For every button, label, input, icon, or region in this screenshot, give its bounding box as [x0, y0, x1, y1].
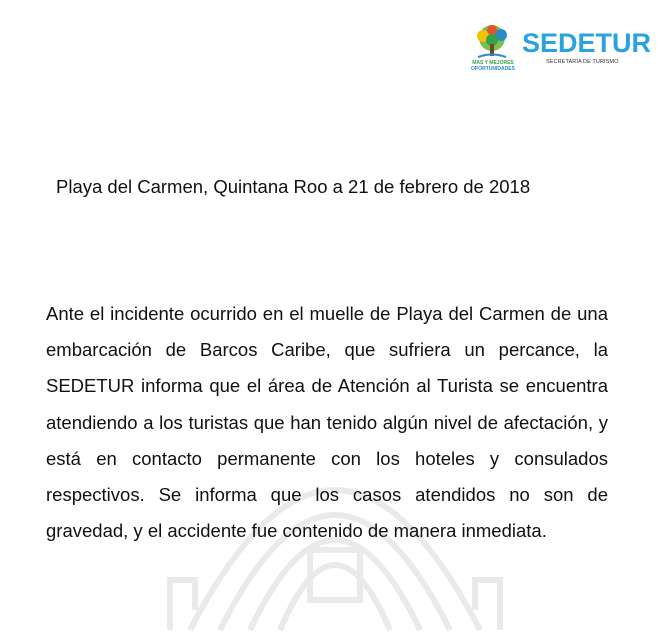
brand-subtitle: SECRETARÍA DE TURISMO — [546, 59, 619, 65]
brand-name: SEDETUR — [522, 28, 652, 58]
sedetur-logo — [470, 24, 652, 76]
statement-paragraph: Ante el incidente ocurrido en el muelle de Playa del Carmen de una embarcación de Barcos Caribe, que sufriera un percance, la SEDETUR informa que el área de Atención al Turista se encuentra atendiendo a los turistas que han tenido algún nivel de afectación, y está en contacto permanente con los hoteles y consulados respectivos. Se informa que los casos atendidos no son de gravedad, y el accidente fue contenido de manera inmediata. — [46, 303, 608, 542]
logo-tagline-line2: OPORTUNIDADES — [471, 66, 515, 72]
place-and-date: Playa del Carmen, Quintana Roo a 21 de febrero de 2018 — [56, 176, 531, 197]
logo-tagline-line1: MAS Y MEJORES — [472, 60, 514, 66]
tree-icon — [470, 24, 514, 60]
